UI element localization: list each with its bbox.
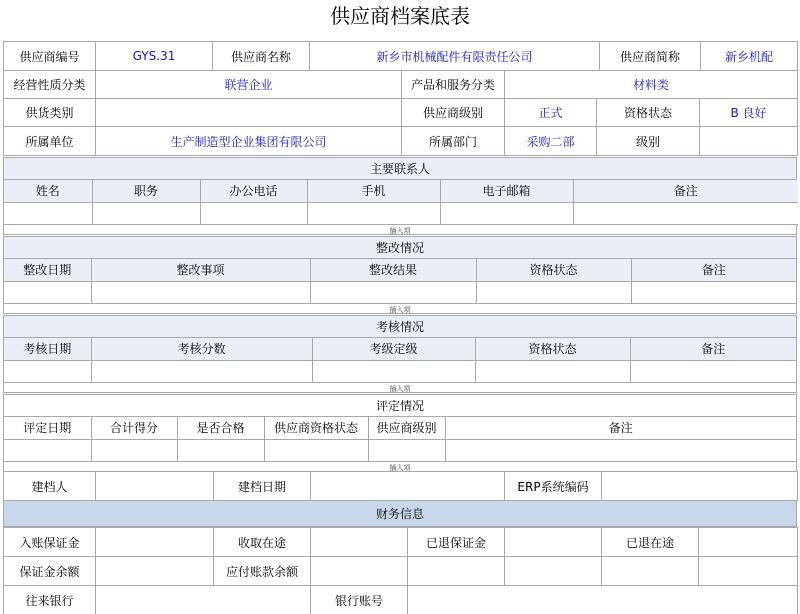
returned-transit-label: 已退在途 <box>602 528 699 557</box>
col-assess-grade: 考级定级 <box>312 338 475 360</box>
qualification-label: 资格状态 <box>597 99 700 127</box>
deposit-returned-label: 已退保证金 <box>408 528 505 557</box>
col-assess-status: 资格状态 <box>475 338 630 360</box>
contacts-title: 主要联系人 <box>4 158 796 180</box>
rectify-item-input[interactable] <box>91 281 310 303</box>
supplier-short-label: 供应商简称 <box>600 42 701 71</box>
col-rectify-remark: 备注 <box>631 259 796 281</box>
col-rectify-item: 整改事项 <box>91 259 310 281</box>
business-nature-label: 经营性质分类 <box>4 71 96 99</box>
contact-name-input[interactable] <box>4 202 92 224</box>
col-assess-remark: 备注 <box>630 338 796 360</box>
col-position: 职务 <box>92 180 200 202</box>
col-assess-date: 考核日期 <box>4 338 91 360</box>
supplier-level-label: 供应商级别 <box>402 99 505 127</box>
page-title: 供应商档案底表 <box>330 4 470 28</box>
rectify-date-input[interactable] <box>4 281 91 303</box>
assess-insert-link[interactable]: 插入项 <box>389 384 411 393</box>
col-rectify-result: 整改结果 <box>310 259 476 281</box>
archive-table <box>3 471 798 501</box>
col-email: 电子邮箱 <box>440 180 573 202</box>
assess-remark-input[interactable] <box>630 360 796 382</box>
assess-section <box>3 315 797 393</box>
create-date-value[interactable] <box>311 472 505 501</box>
supply-type-label: 供货类别 <box>4 99 96 127</box>
grade-value[interactable] <box>700 127 798 156</box>
deposit-balance-value[interactable] <box>96 557 214 586</box>
contact-office-phone-input[interactable] <box>200 202 307 224</box>
department-label: 所属部门 <box>402 127 505 156</box>
bank-value[interactable] <box>96 586 311 614</box>
col-evaluate-score: 合计得分 <box>91 417 177 439</box>
contacts-section <box>3 157 797 235</box>
evaluate-date-input[interactable] <box>4 439 91 461</box>
col-mobile: 手机 <box>307 180 440 202</box>
supply-table <box>3 98 798 156</box>
contact-email-input[interactable] <box>440 202 573 224</box>
supplier-name-value[interactable]: 新乡市机械配件有限责任公司 <box>310 42 600 71</box>
finance-blank-cell <box>602 557 699 586</box>
col-evaluate-level: 供应商级别 <box>368 417 445 439</box>
supplier-level-value[interactable]: 正式 <box>505 99 597 127</box>
col-rectify-status: 资格状态 <box>476 259 631 281</box>
col-name: 姓名 <box>4 180 92 202</box>
supplier-name-label: 供应商名称 <box>213 42 310 71</box>
supplier-code-value[interactable]: GYS.31 <box>96 42 213 71</box>
col-office-phone: 办公电话 <box>200 180 307 202</box>
collect-transit-value[interactable] <box>311 528 408 557</box>
erp-code-value[interactable] <box>602 472 798 501</box>
assess-score-input[interactable] <box>91 360 312 382</box>
department-value[interactable]: 采购二部 <box>505 127 597 156</box>
contact-position-input[interactable] <box>92 202 200 224</box>
rectify-title: 整改情况 <box>4 237 796 259</box>
col-remark: 备注 <box>573 180 798 202</box>
col-evaluate-pass: 是否合格 <box>177 417 264 439</box>
evaluate-remark-input[interactable] <box>445 439 796 461</box>
finance-table <box>3 527 798 614</box>
col-evaluate-date: 评定日期 <box>4 417 91 439</box>
unit-value[interactable]: 生产制造型企业集团有限公司 <box>96 127 402 156</box>
contact-remark-input[interactable] <box>573 202 798 224</box>
assess-status-input[interactable] <box>475 360 630 382</box>
evaluate-pass-input[interactable] <box>177 439 264 461</box>
assess-date-input[interactable] <box>4 360 91 382</box>
grade-label: 级别 <box>597 127 700 156</box>
deposit-returned-value[interactable] <box>505 528 602 557</box>
qualification-value[interactable]: B 良好 <box>700 99 798 127</box>
evaluate-insert-link[interactable]: 插入项 <box>389 463 411 472</box>
deposit-in-label: 入账保证金 <box>4 528 96 557</box>
creator-label: 建档人 <box>4 472 96 501</box>
supply-type-value[interactable] <box>96 99 402 127</box>
assess-grade-input[interactable] <box>312 360 475 382</box>
finance-blank-cell <box>699 557 798 586</box>
product-category-value[interactable]: 材料类 <box>505 71 798 99</box>
payable-balance-value[interactable] <box>311 557 408 586</box>
create-date-label: 建档日期 <box>214 472 311 501</box>
rectify-section <box>3 236 797 314</box>
product-category-label: 产品和服务分类 <box>402 71 505 99</box>
evaluate-title: 评定情况 <box>4 395 796 417</box>
deposit-balance-label: 保证金余额 <box>4 557 96 586</box>
evaluate-section <box>3 394 797 472</box>
supplier-code-label: 供应商编号 <box>4 42 96 71</box>
finance-blank-cell <box>505 557 602 586</box>
rectify-insert-link[interactable]: 插入项 <box>389 305 411 314</box>
unit-label: 所属单位 <box>4 127 96 156</box>
business-nature-value[interactable]: 联营企业 <box>96 71 402 99</box>
returned-transit-value[interactable] <box>699 528 798 557</box>
basic-info-table <box>3 41 798 71</box>
finance-blank-cell <box>408 557 505 586</box>
col-evaluate-qual: 供应商资格状态 <box>264 417 368 439</box>
evaluate-score-input[interactable] <box>91 439 177 461</box>
bank-account-label: 银行账号 <box>311 586 408 614</box>
classification-table <box>3 70 798 99</box>
evaluate-qual-input[interactable] <box>264 439 368 461</box>
assess-title: 考核情况 <box>4 316 796 338</box>
bank-label: 往来银行 <box>4 586 96 614</box>
col-rectify-date: 整改日期 <box>4 259 91 281</box>
bank-account-value[interactable] <box>408 586 798 614</box>
col-evaluate-remark: 备注 <box>445 417 796 439</box>
erp-code-label: ERP系统编码 <box>505 472 602 501</box>
deposit-in-value[interactable] <box>96 528 214 557</box>
supplier-short-value[interactable]: 新乡机配 <box>701 42 798 71</box>
creator-value[interactable] <box>96 472 214 501</box>
rectify-status-input[interactable] <box>476 281 631 303</box>
payable-balance-label: 应付账款余额 <box>214 557 311 586</box>
evaluate-level-input[interactable] <box>368 439 445 461</box>
contact-mobile-input[interactable] <box>307 202 440 224</box>
col-assess-score: 考核分数 <box>91 338 312 360</box>
collect-transit-label: 收取在途 <box>214 528 311 557</box>
rectify-remark-input[interactable] <box>631 281 796 303</box>
contacts-insert-link[interactable]: 插入项 <box>389 226 411 235</box>
rectify-result-input[interactable] <box>310 281 476 303</box>
finance-title: 财务信息 <box>3 500 797 527</box>
